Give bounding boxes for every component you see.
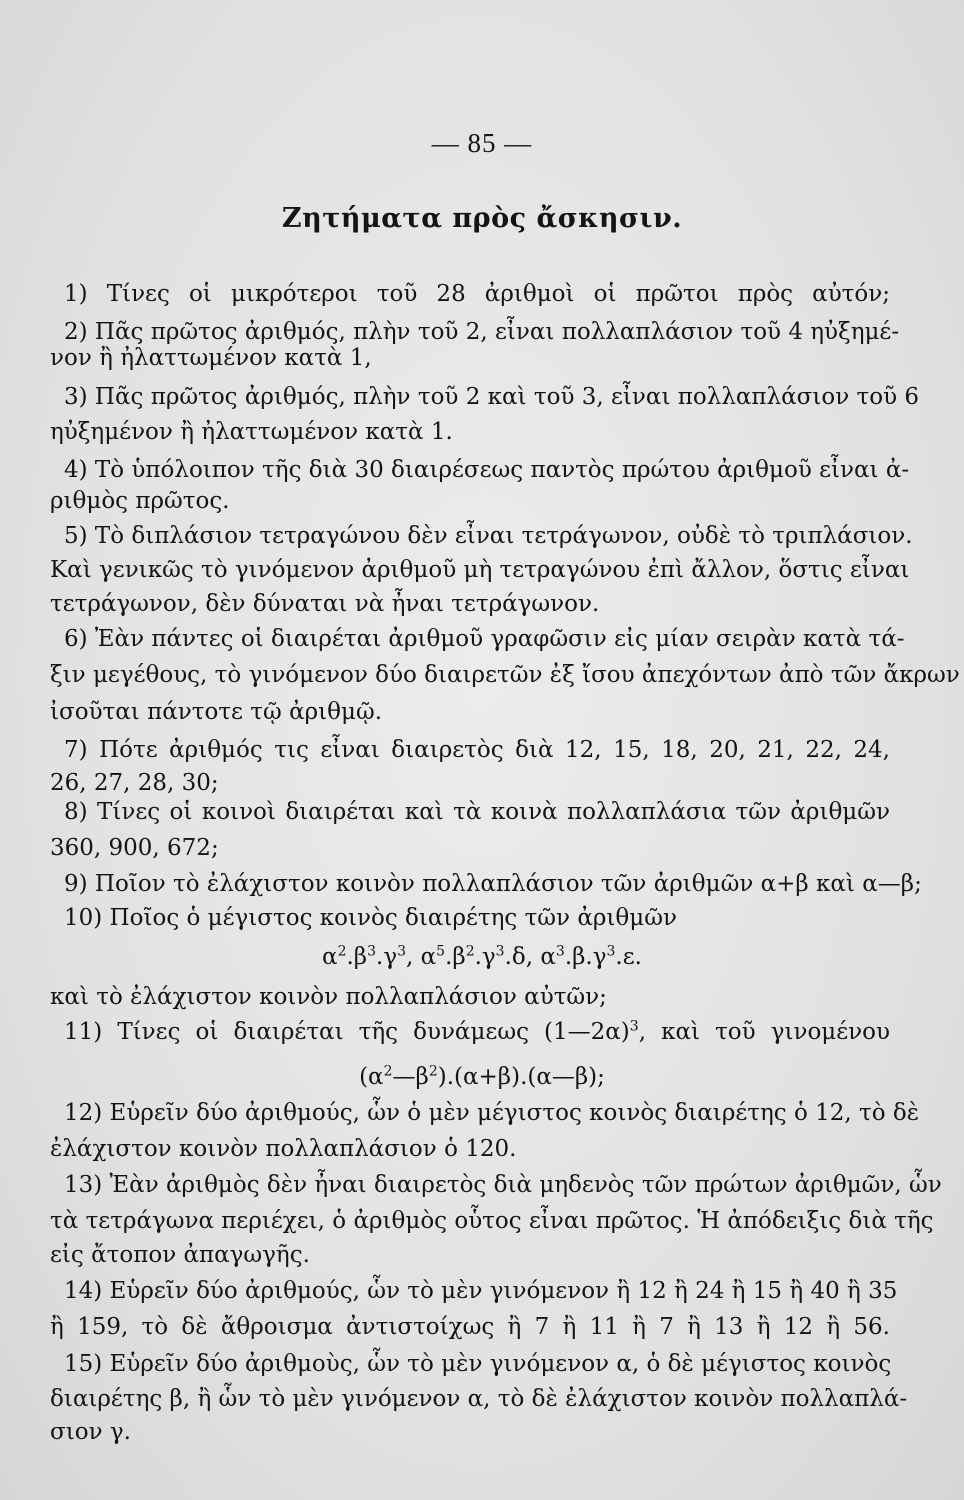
text-line: καὶ τὸ ἐλάχιστον κοινὸν πολλαπλάσιον αὐτῶν; (50, 984, 607, 1010)
text-line: ξιν μεγέθους, τὸ γινόμενον δύο διαιρετῶν ἐξ ἴσου ἀπεχόντων ἀπὸ τῶν ἄκρων (50, 662, 960, 688)
text-line: 3) Πᾶς πρῶτος ἀριθμός, πλὴν τοῦ 2 καὶ τοῦ 3, εἶναι πολλαπλάσιον τοῦ 6 (64, 384, 920, 410)
text-line: ἢ 159, τὸ δὲ ἄθροισμα ἀντιστοίχως ἢ 7 ἢ 11 ἢ 7 ἢ 13 ἢ 12 ἢ 56. (50, 1314, 890, 1340)
section-heading: Ζητήματα πρὸς ἄσκησιν. (281, 203, 683, 234)
formula-line: $\alpha^2.\beta^3.\gamma^3$, $\alpha^5.\beta^2.\gamma^3.\delta$, $\alpha^3.\beta.\gamma^3.\varepsilon$. (322, 943, 642, 970)
text-line: 5) Τὸ διπλάσιον τετραγώνου δὲν εἶναι τετράγωνον, οὐδὲ τὸ τριπλάσιον. (64, 523, 913, 549)
text-line: 6) Ἐὰν πάντες οἱ διαιρέται ἀριθμοῦ γραφῶσιν εἰς μίαν σειρὰν κατὰ τά- (64, 626, 905, 652)
text-line: εἰς ἄτοπον ἀπαγωγῆς. (50, 1242, 310, 1268)
text-line: 12) Εὑρεῖν δύο ἀριθμούς, ὧν ὁ μὲν μέγιστος κοινὸς διαιρέτης ὁ 12, τὸ δὲ (64, 1100, 920, 1126)
formula-line: $(\alpha^2—\beta^2).(\alpha+\beta).(\alpha—\beta)$; (359, 1063, 605, 1090)
text-line: ηὐξημένον ἢ ἠλαττωμένον κατὰ 1. (50, 419, 453, 445)
text-line: 8) Τίνες οἱ κοινοὶ διαιρέται καὶ τὰ κοινὰ πολλαπλάσια τῶν ἀριθμῶν (64, 799, 890, 825)
text-line: ριθμὸς πρῶτος. (50, 488, 230, 514)
text-line: τὰ τετράγωνα περιέχει, ὁ ἀριθμὸς οὗτος εἶναι πρῶτος. Ἡ ἀπόδειξις διὰ τῆς (50, 1208, 934, 1234)
text-line: 360, 900, 672; (50, 835, 219, 861)
text-line: ἰσοῦται πάντοτε τῷ ἀριθμῷ. (50, 699, 383, 725)
text-line: 15) Εὑρεῖν δύο ἀριθμοὺς, ὧν τὸ μὲν γινόμενον α, ὁ δὲ μέγιστος κοινὸς (64, 1351, 892, 1377)
text-line: νον ἢ ἠλαττωμένον κατὰ 1, (50, 345, 372, 371)
text-line: διαιρέτης β, ἢ ὧν τὸ μὲν γινόμενον α, τὸ δὲ ἐλάχιστον κοινὸν πολλαπλά- (50, 1386, 908, 1412)
text-line: 10) Ποῖος ὁ μέγιστος κοινὸς διαιρέτης τῶν ἀριθμῶν (64, 905, 677, 931)
text-line: 26, 27, 28, 30; (50, 770, 219, 796)
text-line: ἐλάχιστον κοινὸν πολλαπλάσιον ὁ 120. (50, 1136, 517, 1162)
text-line: 2) Πᾶς πρῶτος ἀριθμός, πλὴν τοῦ 2, εἶναι πολλαπλάσιον τοῦ 4 ηὐξημέ- (64, 319, 900, 345)
text-line: 1) Τίνες οἱ μικρότεροι τοῦ 28 ἀριθμοὶ οἱ πρῶτοι πρὸς αὐτόν; (64, 281, 890, 307)
text-line: 11) Τίνες οἱ διαιρέται τῆς δυνάμεως (1—2α)$^3$, καὶ τοῦ γινομένου (64, 1018, 890, 1045)
text-line: 9) Ποῖον τὸ ἐλάχιστον κοινὸν πολλαπλάσιον τῶν ἀριθμῶν α+β καὶ α—β; (64, 871, 922, 897)
text-line: Καὶ γενικῶς τὸ γινόμενον ἀριθμοῦ μὴ τετραγώνου ἐπὶ ἄλλον, ὅστις εἶναι (50, 557, 910, 583)
text-line: 14) Εὑρεῖν δύο ἀριθμούς, ὧν τὸ μὲν γινόμενον ἢ 12 ἢ 24 ἢ 15 ἢ 40 ἢ 35 (64, 1278, 898, 1304)
text-line: 13) Ἐὰν ἀριθμὸς δὲν ἦναι διαιρετὸς διὰ μηδενὸς τῶν πρώτων ἀριθμῶν, ὧν (64, 1172, 942, 1198)
text-line: 7) Πότε ἀριθμός τις εἶναι διαιρετὸς διὰ 12, 15, 18, 20, 21, 22, 24, (64, 737, 890, 763)
text-line: τετράγωνον, δὲν δύναται νὰ ἦναι τετράγωνον. (50, 591, 600, 617)
text-line: 4) Τὸ ὑπόλοιπον τῆς διὰ 30 διαιρέσεως παντὸς πρώτου ἀριθμοῦ εἶναι ἀ- (64, 457, 910, 483)
text-line: σιον γ. (50, 1419, 131, 1445)
page-number: — 85 — (431, 128, 533, 158)
